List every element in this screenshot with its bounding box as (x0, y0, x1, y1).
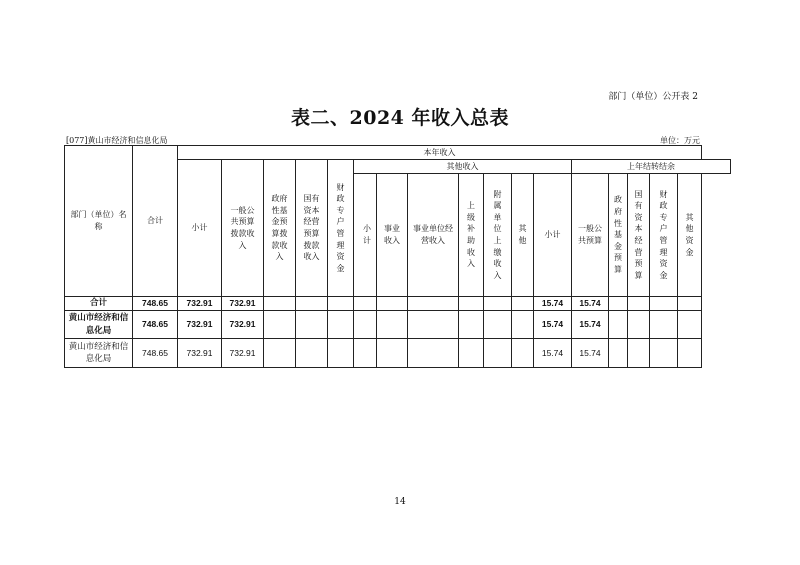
table-number-label: 部门（单位）公开表 2 (608, 92, 698, 102)
header-superior-subsidy: 上级补助收入 (459, 174, 484, 297)
revenue-summary-table (64, 145, 731, 368)
row-empty-cell (408, 339, 459, 368)
header-row-1 (65, 146, 731, 160)
row-empty-cell (609, 311, 628, 339)
table-row (65, 297, 731, 311)
row-empty-cell (459, 339, 484, 368)
row-carry-subtotal: 15.74 (534, 297, 572, 311)
row-name: 黄山市经济和信息化局 (65, 311, 133, 339)
row-empty-cell (678, 339, 702, 368)
header-carry-state-capital: 国有资本经营预算 (628, 174, 650, 297)
row-empty-cell (609, 339, 628, 368)
row-empty-cell (628, 311, 650, 339)
row-subtotal: 732.91 (178, 339, 222, 368)
row-empty-cell (459, 297, 484, 311)
row-empty-cell (264, 311, 296, 339)
row-empty-cell (408, 311, 459, 339)
row-total: 748.65 (133, 339, 178, 368)
department-code-label: [077]黄山市经济和信息化局 (66, 136, 168, 145)
row-empty-cell (377, 311, 408, 339)
unit-label: 单位：万元 (660, 136, 700, 145)
row-subtotal: 732.91 (178, 311, 222, 339)
row-empty-cell (512, 311, 534, 339)
row-carry-subtotal: 15.74 (534, 311, 572, 339)
row-empty-cell (296, 297, 328, 311)
header-carry-gov-fund: 政府性基金预算 (609, 174, 628, 297)
header-carry-other: 其他资金 (678, 174, 702, 297)
row-empty-cell (512, 297, 534, 311)
header-dept-name: 部门（单位）名称 (65, 146, 133, 297)
row-empty-cell (354, 297, 377, 311)
table-row (65, 339, 731, 368)
row-empty-cell (377, 297, 408, 311)
row-total: 748.65 (133, 297, 178, 311)
row-empty-cell (609, 297, 628, 311)
row-general: 732.91 (222, 311, 264, 339)
header-total: 合计 (133, 146, 178, 297)
row-empty-cell (678, 311, 702, 339)
header-other-subtotal: 小计 (354, 174, 377, 297)
page-title: 表二、2024 年收入总表 (291, 107, 509, 129)
row-empty-cell (484, 311, 512, 339)
row-name: 黄山市经济和信息化局 (65, 339, 133, 368)
header-business-income: 事业收入 (377, 174, 408, 297)
row-empty-cell (484, 339, 512, 368)
header-fiscal-special: 财 政 专 户 管 理 资 金 (328, 160, 354, 297)
row-empty-cell (408, 297, 459, 311)
header-general-budget: 一般公共预算拨款收入 (222, 160, 264, 297)
row-empty-cell (296, 339, 328, 368)
row-empty-cell (264, 297, 296, 311)
row-carry-subtotal: 15.74 (534, 339, 572, 368)
row-empty-cell (328, 297, 354, 311)
header-carry-general: 一般公共预算 (572, 174, 609, 297)
header-subtotal: 小计 (178, 160, 222, 297)
row-empty-cell (377, 339, 408, 368)
row-empty-cell (328, 311, 354, 339)
header-carry-subtotal: 小计 (534, 174, 572, 297)
row-subtotal: 732.91 (178, 297, 222, 311)
header-carry-fiscal-special: 财政专户管理资金 (650, 174, 678, 297)
row-empty-cell (650, 297, 678, 311)
header-state-capital: 国有资本经营预算拨款收入 (296, 160, 328, 297)
row-empty-cell (678, 297, 702, 311)
row-empty-cell (484, 297, 512, 311)
header-current-year: 本年收入 (178, 146, 702, 160)
row-empty-cell (628, 339, 650, 368)
row-general: 732.91 (222, 297, 264, 311)
row-empty-cell (328, 339, 354, 368)
header-gov-fund: 政府性基金预算拨款收入 (264, 160, 296, 297)
row-carry-general: 15.74 (572, 297, 609, 311)
row-empty-cell (459, 311, 484, 339)
header-other-income: 其他收入 (354, 160, 572, 174)
row-total: 748.65 (133, 311, 178, 339)
row-empty-cell (650, 339, 678, 368)
table-row (65, 311, 731, 339)
header-other: 其他 (512, 174, 534, 297)
row-empty-cell (512, 339, 534, 368)
row-empty-cell (354, 339, 377, 368)
row-name: 合计 (65, 297, 133, 311)
header-carryover: 上年结转结余 (572, 160, 731, 174)
row-carry-general: 15.74 (572, 311, 609, 339)
row-empty-cell (650, 311, 678, 339)
row-empty-cell (264, 339, 296, 368)
header-operation-income: 事业单位经营收入 (408, 174, 459, 297)
row-empty-cell (628, 297, 650, 311)
row-empty-cell (296, 311, 328, 339)
page-number: 14 (394, 497, 406, 507)
row-empty-cell (354, 311, 377, 339)
row-carry-general: 15.74 (572, 339, 609, 368)
row-general: 732.91 (222, 339, 264, 368)
header-affiliated-turnover: 附属单位上缴收入 (484, 174, 512, 297)
